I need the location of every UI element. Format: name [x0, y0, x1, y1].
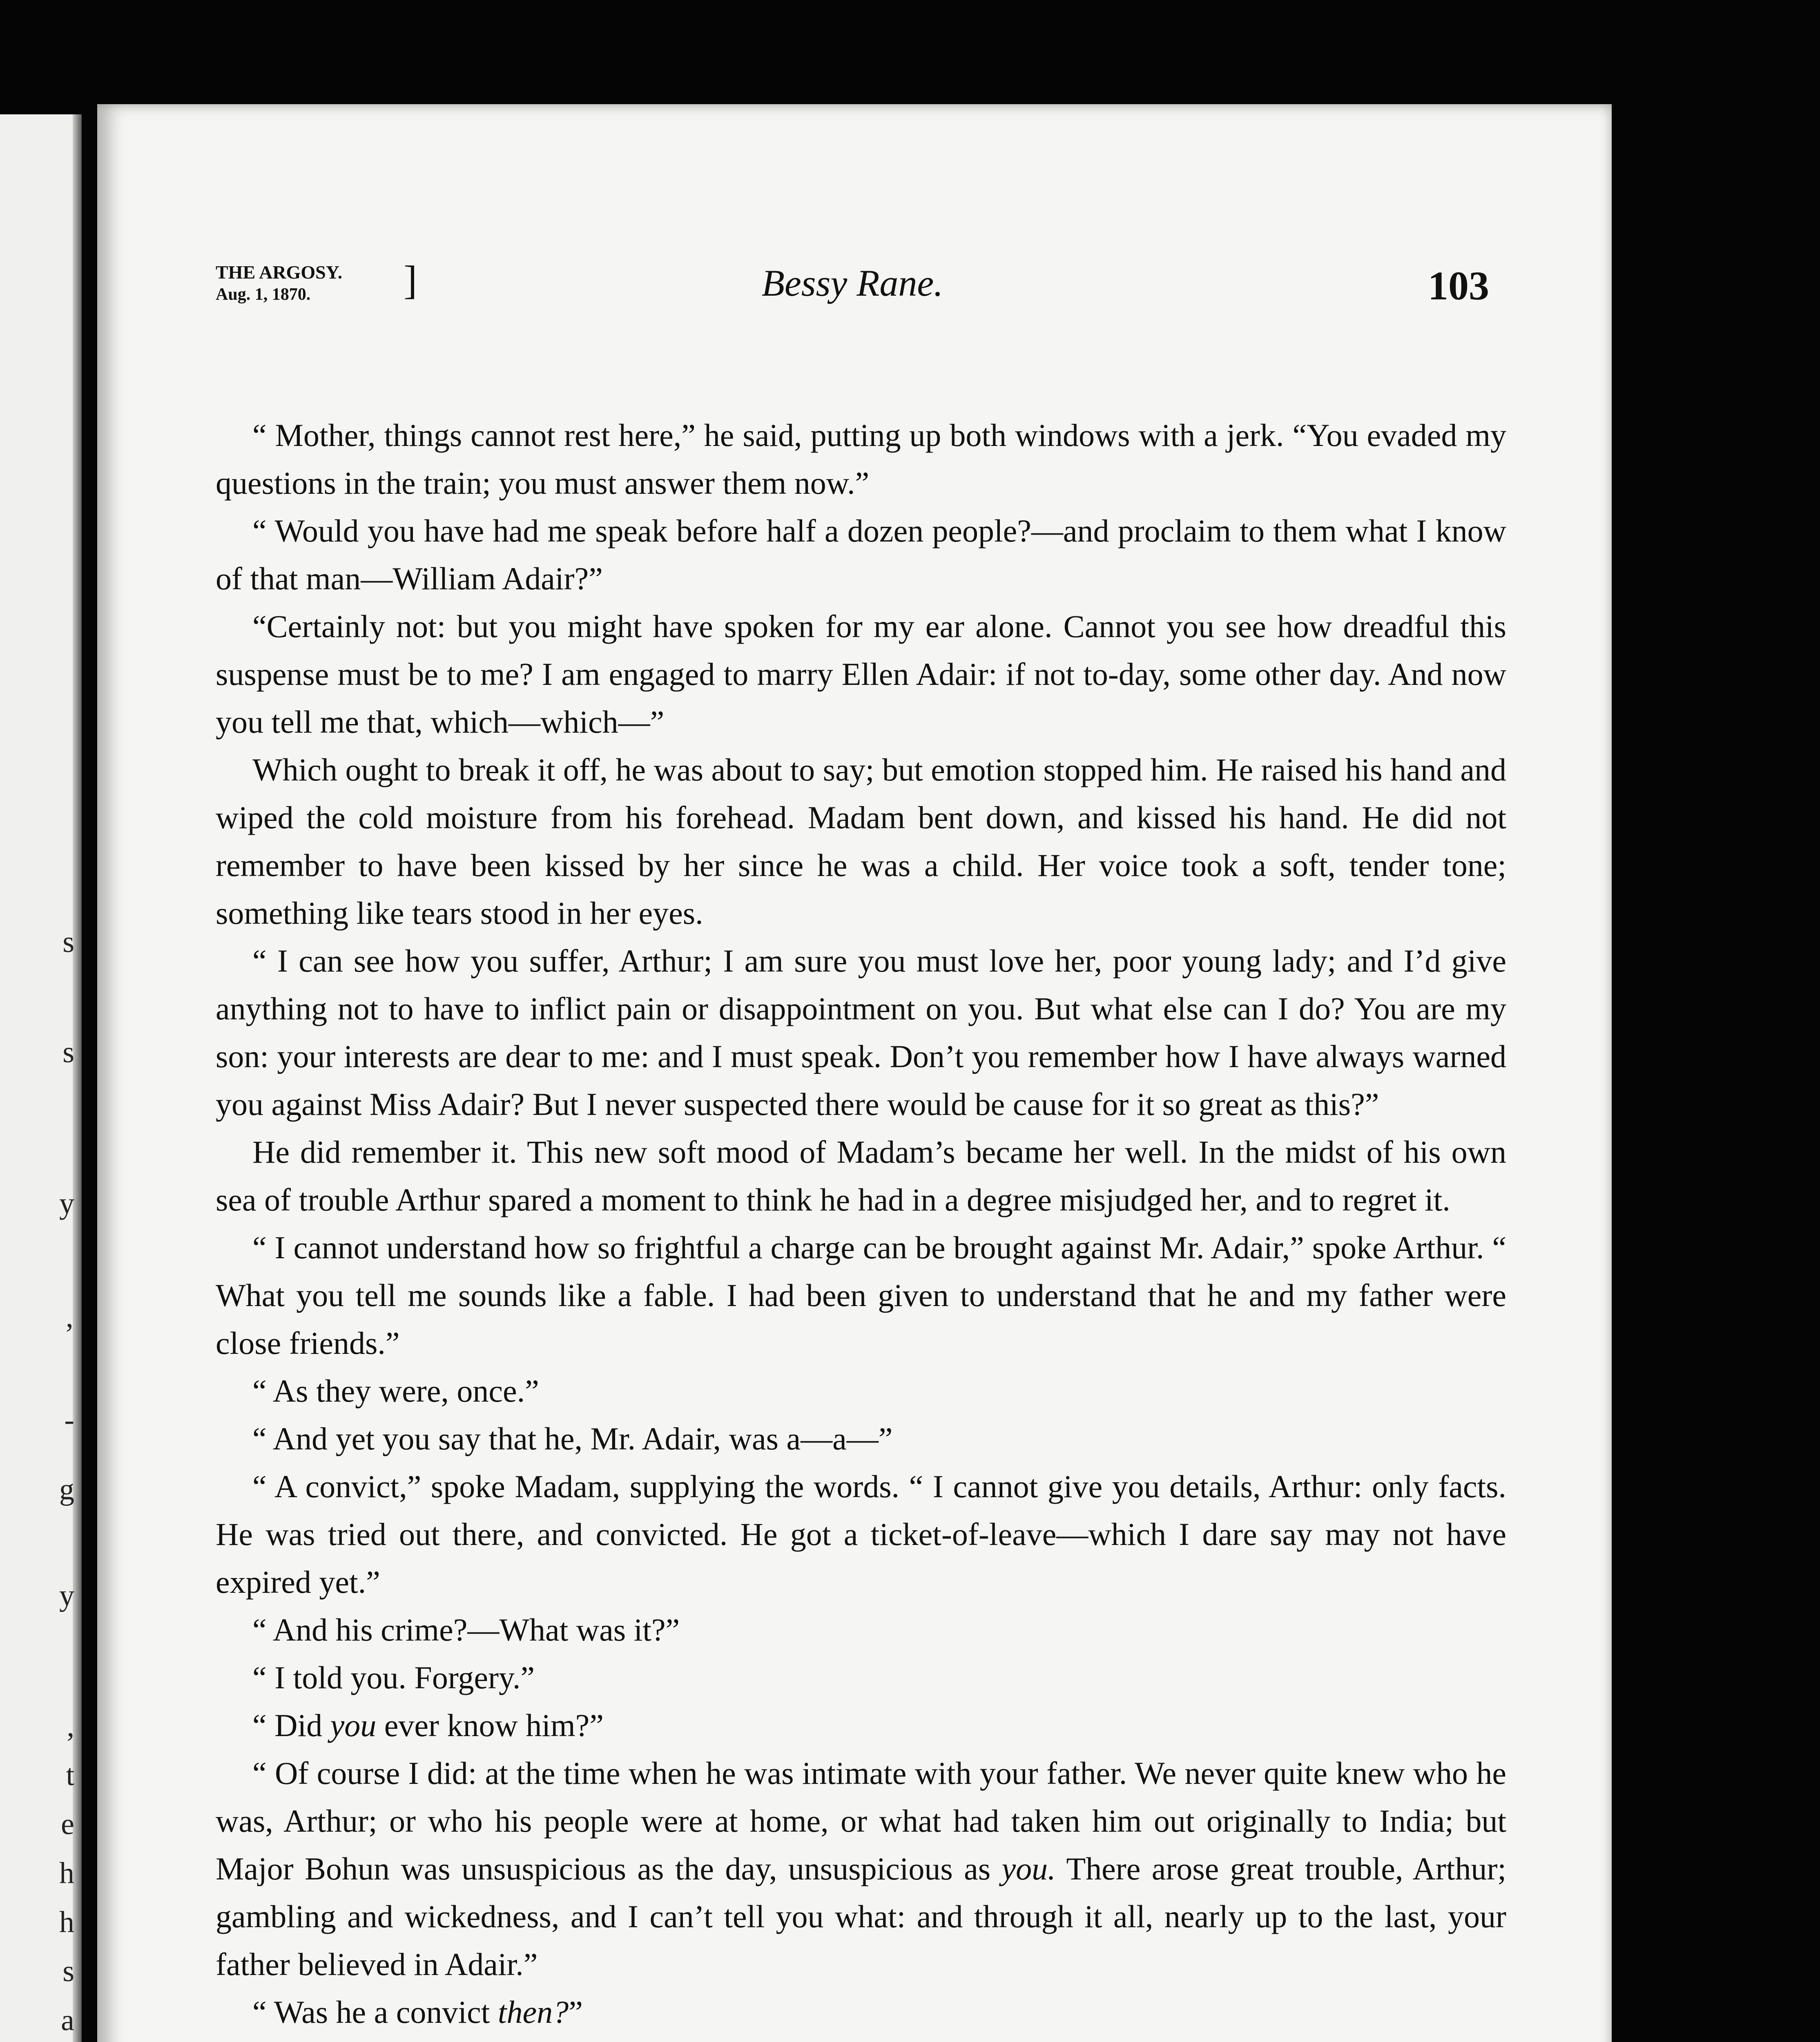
paragraph-text: ever know him?”	[376, 1708, 604, 1743]
paragraph	[216, 1654, 1506, 1701]
paragraph-text: There arose great trouble, Arthur; gambling and wickedness, and I can’t tell you what: and through it all, nearly up to the last, your father believed in Adair.”	[216, 1851, 1506, 1982]
italic-text: you.	[1001, 1851, 1056, 1886]
paragraph	[216, 1224, 1506, 1367]
bracket-glyph: ]	[404, 257, 417, 303]
magazine-name: THE ARGOSY.	[216, 262, 343, 283]
left-page-edge-char: e	[61, 1808, 74, 1841]
left-page-edge-char: s	[62, 925, 74, 959]
left-page-edge-char: h	[59, 1857, 74, 1890]
left-page-edge-char: y	[59, 1187, 74, 1220]
paragraph	[216, 507, 1506, 602]
page-number: 103	[1428, 263, 1489, 308]
paragraph-text: “ Was he a convict	[252, 1994, 498, 2030]
left-page-edge-char: g	[59, 1473, 74, 1506]
paragraph	[216, 1128, 1506, 1224]
running-header	[216, 245, 1489, 323]
paragraph-text: ”	[569, 1994, 583, 2030]
body-text	[216, 411, 1506, 2042]
paragraph-text: “ Did	[252, 1708, 330, 1743]
left-page-edge-char: -	[64, 1403, 74, 1437]
paragraph-text: He did remember it. This new soft mood of Madam’s became her well. In the midst of his own sea of trouble Arthur spared a moment to think he had in a degree misjudged her, and to regret it.	[216, 1134, 1506, 1217]
italic-text: then?	[497, 1994, 569, 2030]
paragraph-text: “ A convict,” spoke Madam, supplying the words. “ I cannot give you details, Arthur: only facts. He was tried out there, and convicted. He got a ticket-of-leave—which I dare say may not have expired yet.”	[216, 1469, 1506, 1600]
left-page-edge-char: ’	[64, 1317, 74, 1351]
paragraph	[216, 602, 1506, 746]
paragraph	[216, 1988, 1506, 2036]
paragraph-text: “ As they were, once.”	[252, 1373, 539, 1409]
paragraph	[216, 746, 1506, 937]
paragraph-text: “Certainly not: but you might have spoken for my ear alone. Cannot you see how dreadful this suspense must be to me? I am engaged to marry Ellen Adair: if not to-day, some other day. And now you tell me that, which—which—”	[216, 609, 1506, 740]
left-page-edge-char: a	[61, 2004, 74, 2037]
paragraph	[216, 1749, 1506, 1988]
paragraph-text: “ I told you. Forgery.”	[252, 1660, 535, 1695]
paragraph	[216, 1462, 1506, 1606]
paragraph	[216, 1415, 1506, 1462]
running-title: Bessy Rane.	[761, 262, 943, 304]
paragraph-text: “ Would you have had me speak before half a dozen people?—and proclaim to them what I know of that man—William Adair?”	[216, 513, 1506, 596]
paragraph-text: “ And yet you say that he, Mr. Adair, was a—a—”	[252, 1421, 893, 1456]
italic-text: you	[330, 1708, 377, 1743]
left-page-edge	[0, 114, 82, 2042]
paragraph	[216, 411, 1506, 507]
paragraph-text: “ I can see how you suffer, Arthur; I am sure you must love her, poor young lady; and I’d give anything not to have to inflict pain or disappointment on you. But what else can I do? You are my son: your interests are dear to me: and I must speak. Don’t you remember how I have always warned you against Miss Adair? But I never suspected there would be cause for it so great as this?”	[216, 943, 1506, 1122]
paragraph-text: “ Mother, things cannot rest here,” he said, putting up both windows with a jerk. “You evaded my questions in the train; you must answer them now.”	[216, 417, 1506, 501]
left-page-edge-char: h	[59, 1906, 74, 1939]
left-page-edge-char: ,	[67, 1710, 74, 1743]
right-page	[97, 104, 1612, 2042]
paragraph	[216, 937, 1506, 1128]
left-page-edge-char: y	[59, 1579, 74, 1612]
paragraph	[216, 1367, 1506, 1415]
issue-date: Aug. 1, 1870.	[216, 285, 311, 304]
left-page-edge-char: s	[62, 1036, 74, 1069]
paragraph-text: “ I cannot understand how so frightful a charge can be brought against Mr. Adair,” spoke Arthur. “ What you tell me sounds like a fable. I had been given to understand that he and my father were close friends.”	[216, 1230, 1506, 1361]
paragraph-text: Which ought to break it off, he was about to say; but emotion stopped him. He raised his hand and wiped the cold moisture from his forehead. Madam bent down, and kissed his hand. He did not remember to have been kissed by her since he was a child. Her voice took a soft, tender tone; something like tears stood in her eyes.	[216, 752, 1506, 931]
paragraph-text: “ Of course I did: at the time when he was intimate with your father. We never quite knew who he was, Arthur; or who his people were at home, or what had taken him out originally to India; but Major Bohun was unsuspicious as the day, unsuspicious as	[216, 1755, 1506, 1886]
left-page-edge-char: t	[66, 1759, 74, 1792]
paragraph	[216, 1701, 1506, 1749]
paragraph	[216, 2036, 1506, 2042]
page-gutter	[73, 114, 82, 2042]
paragraph-text: “ And his crime?—What was it?”	[252, 1612, 680, 1647]
paragraph	[216, 1606, 1506, 1654]
left-page-edge-char: s	[62, 1955, 74, 1988]
